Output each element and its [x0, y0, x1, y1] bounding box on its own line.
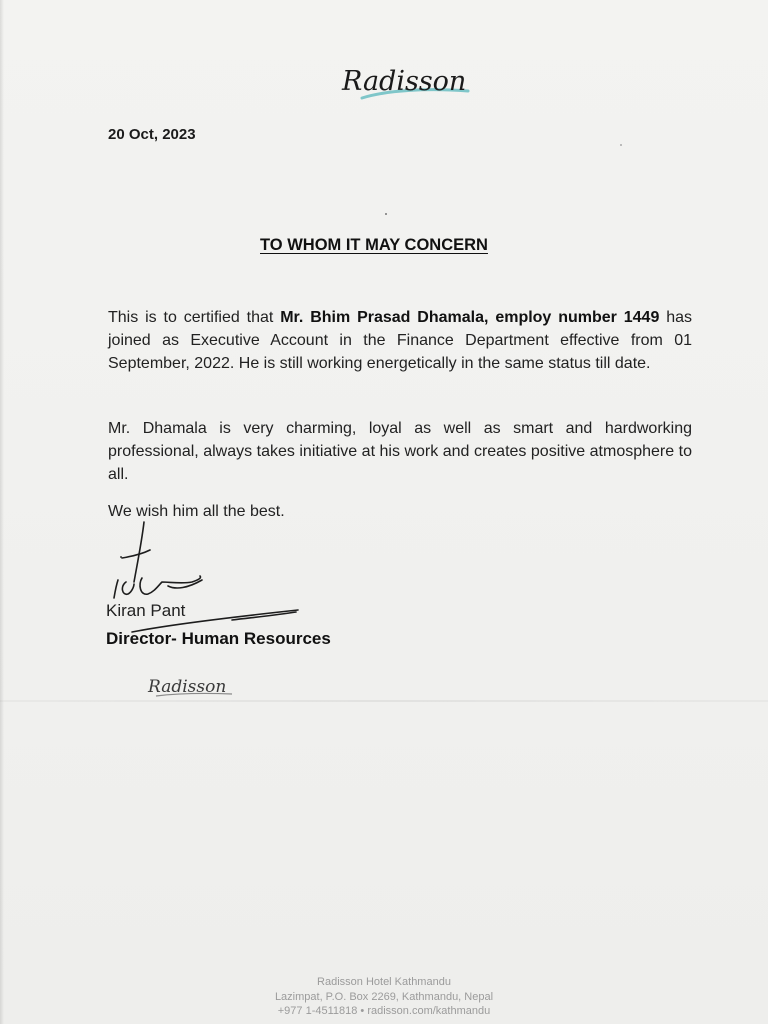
- scan-edge-shadow: [0, 0, 4, 1024]
- scan-speck: [620, 144, 622, 146]
- footer-address: Lazimpat, P.O. Box 2269, Kathmandu, Nepal: [274, 990, 494, 1003]
- employee-name-number: Mr. Bhim Prasad Dhamala, employ number 1449: [280, 309, 660, 326]
- paragraph-wishes: We wish him all the best.: [108, 503, 285, 520]
- footer-contact: +977 1-4511818 • radisson.com/kathmandu: [277, 1005, 491, 1017]
- signatory-title: Director- Human Resources: [106, 629, 331, 648]
- stamp-wordmark: Radisson: [148, 677, 227, 697]
- paragraph-certification: [108, 306, 692, 375]
- paragraph-character: Mr. Dhamala is very charming, loyal as well as smart and hardworking professional, always takes initiative at his work and creates positive atmosphere to all.: [108, 420, 692, 483]
- radisson-logo: [338, 60, 488, 115]
- footer-hotel-name: Radisson Hotel Kathmandu: [317, 976, 451, 988]
- logo-wordmark: Radisson: [342, 66, 467, 97]
- letter-date: 20 Oct, 2023: [108, 126, 196, 143]
- letter-subject: TO WHOM IT MAY CONCERN: [260, 236, 488, 254]
- radisson-stamp: [146, 668, 238, 704]
- paragraph-details: has joined as Executive Account in the Finance Department effective from 01 September, 2022. He is still working energetically in the same status till date.: [108, 309, 693, 372]
- signatory-name: Kiran Pant: [106, 601, 186, 620]
- scan-speck: [385, 213, 387, 215]
- paper-fold-line: [0, 700, 768, 702]
- paragraph-intro: This is to certified that: [108, 309, 281, 326]
- letter-footer: [0, 975, 768, 1019]
